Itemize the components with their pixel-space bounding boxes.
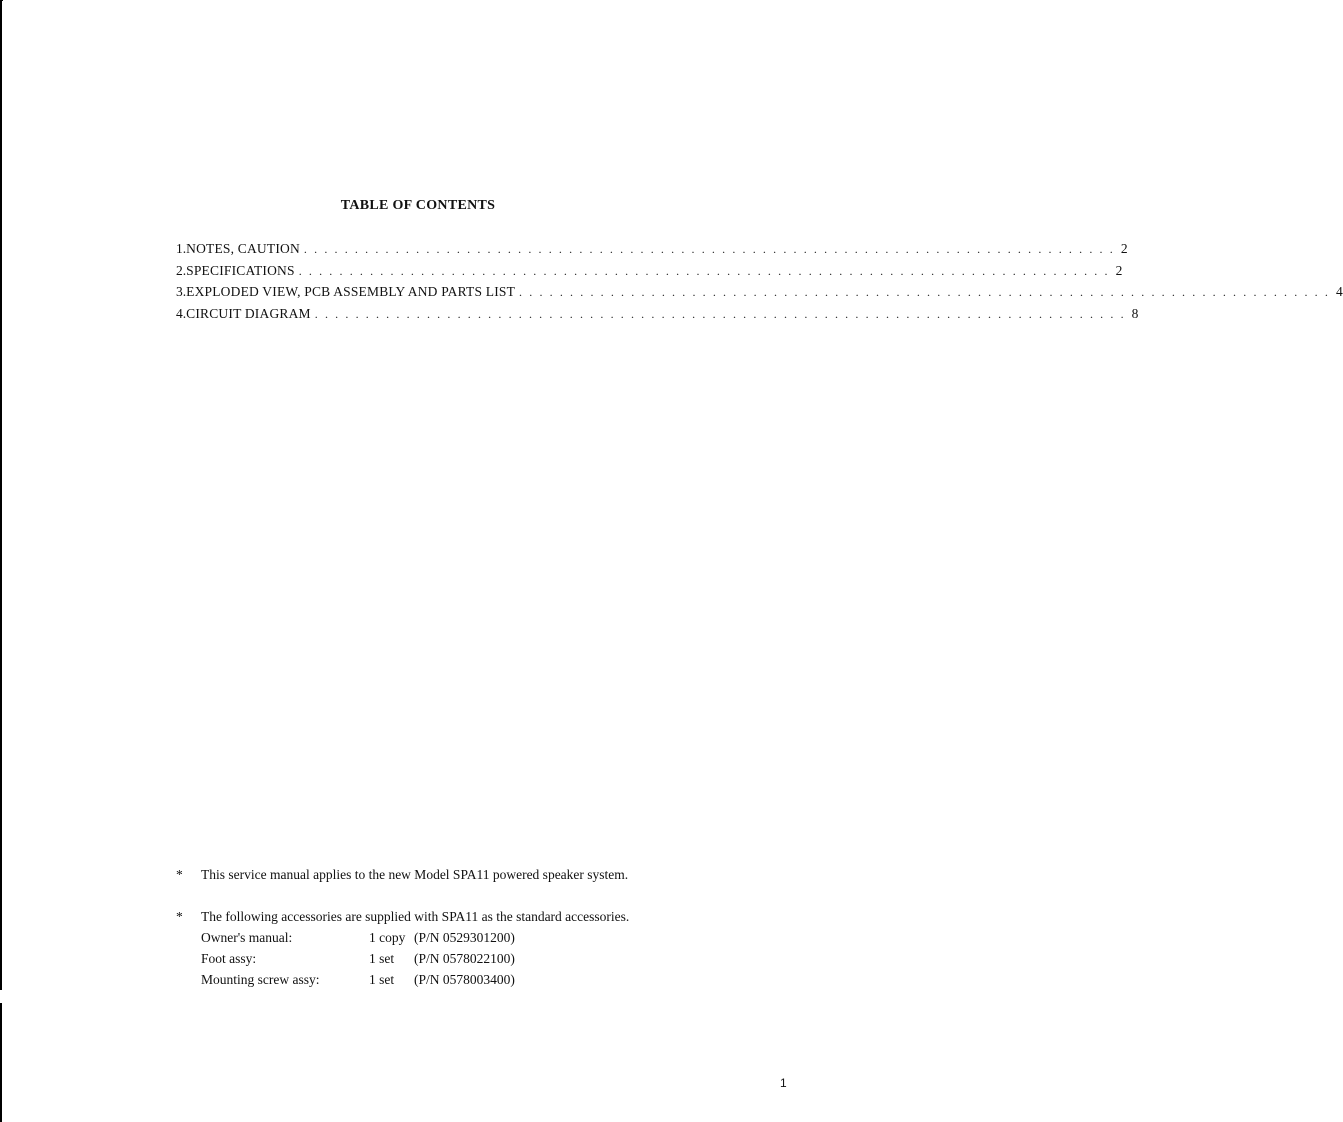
accessory-row [201,927,515,948]
toc-item-page: 4 [1335,284,1343,299]
toc-leader-dots: . . . . . . . . . . . . . . . . . . . . . . . . . . . . . . . . . . . . . . . . . . . . . . . . . . . . . . . . . . . . . . . . . . . . . . . . . . . . . . . . [519,285,1330,299]
accessory-list [201,927,515,990]
accessory-part-number: (P/N 0578003400) [414,972,515,987]
accessory-part-number: (P/N 0578022100) [414,951,515,966]
toc-item-page: 2 [1120,241,1128,256]
accessory-quantity: 1 set [369,972,395,987]
toc-item-number: 1. [176,241,187,256]
toc-item-label: NOTES, CAUTION [186,241,300,256]
toc-item[interactable] [176,281,1343,303]
toc-item-label: CIRCUIT DIAGRAM [186,305,311,321]
toc-item[interactable] [176,260,1123,282]
toc-leader-dots: . . . . . . . . . . . . . . . . . . . . . . . . . . . . . . . . . . . . . . . . . . . . . . . . . . . . . . . . . . . . . . . . . . . . . . . . . . . . . . . . [298,263,1110,278]
toc-leader-dots: . . . . . . . . . . . . . . . . . . . . . . . . . . . . . . . . . . . . . . . . . . . . . . . . . . . . . . . . . . . . . . . . . . . . . . . . . . . . . . . . [303,242,1115,256]
toc-item-label: EXPLODED VIEW, PCB ASSEMBLY AND PARTS LIST [186,284,516,299]
accessory-quantity: 1 set [369,951,395,966]
note-model [176,864,628,885]
note-text: This service manual applies to the new Model SPA11 powered speaker system. [201,867,629,882]
accessory-part-number: (P/N 0529301200) [414,930,515,945]
toc-item-number: 2. [176,262,187,278]
accessory-row [201,948,515,969]
accessory-name: Mounting screw assy: [201,972,320,987]
scan-edge-line-lower [0,1003,2,1122]
note-bullet: * [176,867,183,882]
toc-item-number: 3. [176,284,187,299]
toc-item-label: SPECIFICATIONS [186,262,295,278]
accessory-quantity: 1 copy [369,930,406,945]
scan-edge-line-upper [0,0,2,990]
toc-item[interactable] [176,303,1139,325]
toc-item-number: 4. [176,305,187,321]
toc-list [176,238,1343,324]
note-text: The following accessories are supplied with SPA11 as the standard accessories. [201,909,630,924]
accessory-name: Owner's manual: [201,930,293,945]
accessory-name: Foot assy: [201,951,257,966]
note-accessories [176,906,629,927]
toc-leader-dots: . . . . . . . . . . . . . . . . . . . . . . . . . . . . . . . . . . . . . . . . . . . . . . . . . . . . . . . . . . . . . . . . . . . . . . . . . . . . . . . . [314,306,1126,321]
note-bullet: * [176,909,183,924]
toc-title: TABLE OF CONTENTS [340,198,496,213]
toc-item-page: 8 [1131,305,1139,321]
toc-item[interactable] [176,238,1128,260]
accessory-row [201,969,515,990]
page-number: 1 [780,1076,787,1090]
toc-item-page: 2 [1115,262,1123,278]
